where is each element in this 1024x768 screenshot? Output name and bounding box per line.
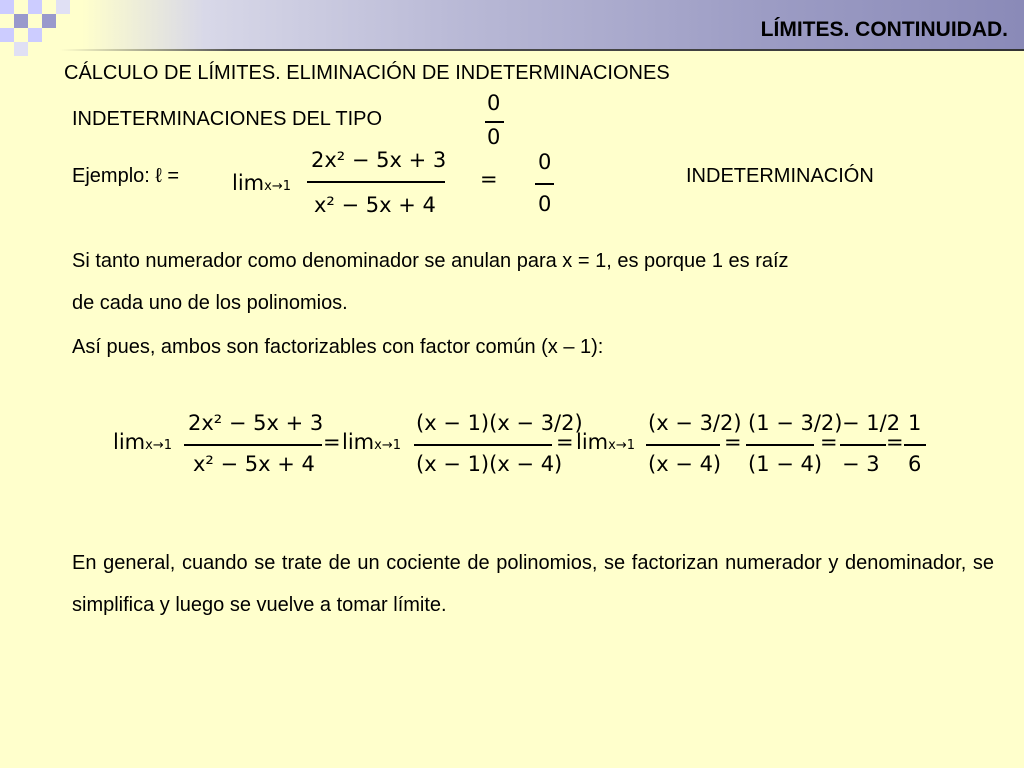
section-subtitle: CÁLCULO DE LÍMITES. ELIMINACIÓN DE INDETERMINACIONES: [64, 62, 670, 84]
chain-f4-numerator: (1 − 3/2): [748, 411, 843, 435]
chain-equals-3: =: [724, 430, 742, 454]
type-fraction-bar: [485, 121, 504, 123]
chain-f2-numerator: (x − 1)(x − 3/2): [416, 411, 583, 435]
paragraph-roots-line1: Si tanto numerador como denominador se anulan para x = 1, es porque 1 es raíz: [72, 250, 789, 272]
paragraph-general: En general, cuando se trate de un cociente de polinomios, se factorizan numerador y denominador, se simplifica y luego se vuelve a tomar límite.: [72, 552, 994, 616]
paragraph-roots: [72, 240, 994, 324]
chain-f5-numerator: − 1/2: [842, 411, 901, 435]
chain-limit-2: [342, 430, 401, 454]
chain-equals-1: =: [323, 430, 341, 454]
chain-f2-bar: [414, 444, 552, 446]
type-fraction-denominator: 0: [487, 125, 501, 149]
example-fraction-bar: [307, 181, 445, 183]
lim-subscript: x→1: [264, 179, 291, 194]
example-denominator: x² − 5x + 4: [314, 193, 436, 217]
page-title: LÍMITES. CONTINUIDAD.: [760, 18, 1008, 41]
lim-text: lim: [232, 171, 265, 195]
chain-f1-denominator: x² − 5x + 4: [193, 452, 315, 476]
paragraph-factor: Así pues, ambos son factorizables con factor común (x – 1):: [72, 336, 604, 358]
lim-text: lim: [342, 430, 375, 454]
example-result-numerator: 0: [538, 150, 552, 174]
lim-text: lim: [113, 430, 146, 454]
lim-text: lim: [576, 430, 609, 454]
paragraph-roots-line2: de cada uno de los polinomios.: [72, 292, 348, 314]
example-equals: =: [480, 167, 498, 191]
chain-f1-bar: [184, 444, 322, 446]
example-limit: [232, 171, 291, 195]
chain-equals-4: =: [820, 430, 838, 454]
chain-f6-numerator: 1: [908, 411, 922, 435]
chain-f6-denominator: 6: [908, 452, 922, 476]
chain-equals-2: =: [556, 430, 574, 454]
example-result-bar: [535, 183, 554, 185]
chain-f3-numerator: (x − 3/2): [648, 411, 742, 435]
chain-f3-denominator: (x − 4): [648, 452, 722, 476]
chain-f1-numerator: 2x² − 5x + 3: [188, 411, 324, 435]
type-fraction-numerator: 0: [487, 91, 501, 115]
chain-f4-denominator: (1 − 4): [748, 452, 823, 476]
chain-f3-bar: [646, 444, 720, 446]
chain-f2-denominator: (x − 1)(x − 4): [416, 452, 563, 476]
indeterminacy-type-label: INDETERMINACIONES DEL TIPO: [72, 108, 383, 130]
header-rule: [60, 49, 1024, 51]
chain-limit-3: [576, 430, 635, 454]
example-numerator: 2x² − 5x + 3: [311, 148, 447, 172]
example-prefix: Ejemplo: ℓ =: [72, 165, 180, 187]
example-result-denominator: 0: [538, 192, 552, 216]
chain-f5-bar: [840, 444, 886, 446]
chain-f6-bar: [904, 444, 926, 446]
chain-equals-5: =: [886, 430, 904, 454]
chain-f4-bar: [746, 444, 814, 446]
chain-limit-1: [113, 430, 172, 454]
chain-f5-denominator: − 3: [842, 452, 880, 476]
indeterminacy-label: INDETERMINACIÓN: [686, 165, 874, 187]
lim-subscript: x→1: [374, 438, 401, 453]
lim-subscript: x→1: [608, 438, 635, 453]
lim-subscript: x→1: [145, 438, 172, 453]
